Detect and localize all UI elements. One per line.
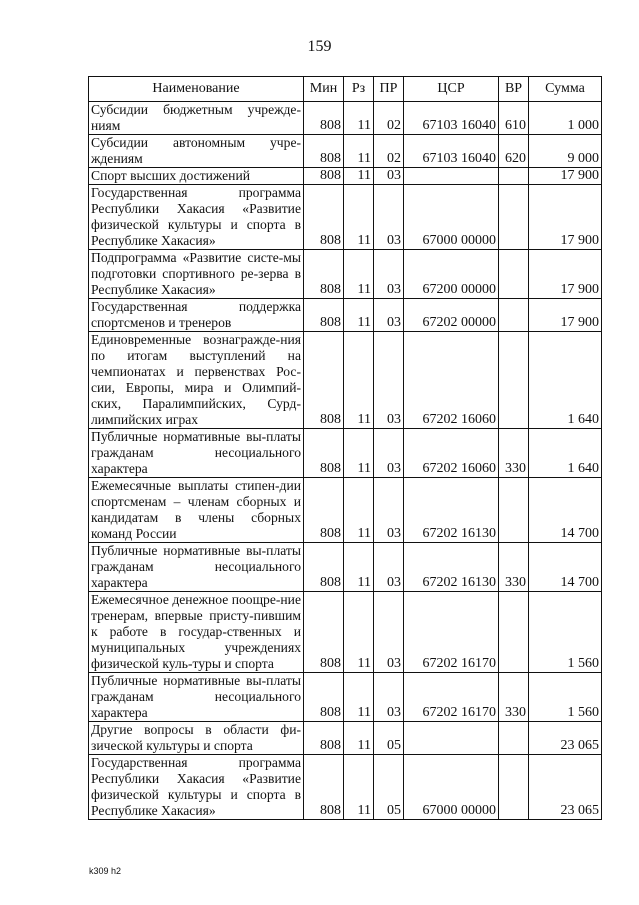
cell-vr: 620 <box>499 135 529 168</box>
cell-sum: 9 000 <box>529 135 602 168</box>
cell-pr: 02 <box>374 102 404 135</box>
cell-pr: 02 <box>374 135 404 168</box>
table-row <box>89 168 602 185</box>
cell-vr <box>499 755 529 820</box>
cell-sum: 14 700 <box>529 543 602 592</box>
cell-rz: 11 <box>344 673 374 722</box>
header-name: Наименование <box>89 77 304 102</box>
header-csr: ЦСР <box>404 77 499 102</box>
cell-min: 808 <box>304 722 344 755</box>
cell-name: Государственная поддержка спортсменов и тренеров <box>89 299 304 332</box>
cell-name: Публичные нормативные вы-платы гражданам несоциального характера <box>89 429 304 478</box>
cell-rz: 11 <box>344 478 374 543</box>
cell-vr: 330 <box>499 673 529 722</box>
cell-name: Спорт высших достижений <box>89 168 304 185</box>
cell-csr: 67200 00000 <box>404 250 499 299</box>
cell-csr: 67202 16130 <box>404 543 499 592</box>
cell-csr <box>404 168 499 185</box>
cell-rz: 11 <box>344 592 374 673</box>
cell-rz: 11 <box>344 543 374 592</box>
cell-name: Государственная программа Республики Хакасия «Развитие физической культуры и спорта в Республике Хакасия» <box>89 185 304 250</box>
cell-vr: 610 <box>499 102 529 135</box>
cell-pr: 03 <box>374 478 404 543</box>
cell-rz: 11 <box>344 755 374 820</box>
cell-vr <box>499 168 529 185</box>
table-row <box>89 102 602 135</box>
table-row <box>89 592 602 673</box>
header-min: Мин <box>304 77 344 102</box>
cell-vr: 330 <box>499 429 529 478</box>
cell-csr: 67202 16060 <box>404 332 499 429</box>
cell-sum: 1 000 <box>529 102 602 135</box>
cell-sum: 1 640 <box>529 332 602 429</box>
footer-code: k309 h2 <box>89 866 122 876</box>
cell-min: 808 <box>304 250 344 299</box>
cell-pr: 03 <box>374 299 404 332</box>
cell-min: 808 <box>304 185 344 250</box>
cell-pr: 03 <box>374 168 404 185</box>
cell-min: 808 <box>304 673 344 722</box>
cell-name: Единовременные вознагражде-ния по итогам выступлений на чемпионатах и первенствах Рос-сии, Европы, мира и Олимпий-ских, Паралимпийских, Сурд-лимпийских играх <box>89 332 304 429</box>
cell-min: 808 <box>304 592 344 673</box>
cell-vr <box>499 478 529 543</box>
cell-rz: 11 <box>344 332 374 429</box>
cell-rz: 11 <box>344 722 374 755</box>
table-row <box>89 185 602 250</box>
cell-min: 808 <box>304 755 344 820</box>
cell-vr <box>499 332 529 429</box>
cell-csr: 67000 00000 <box>404 755 499 820</box>
table-row <box>89 250 602 299</box>
cell-rz: 11 <box>344 299 374 332</box>
cell-csr: 67103 16040 <box>404 102 499 135</box>
cell-name: Ежемесячные выплаты стипен-дии спортсменам – членам сборных и кандидатам в члены сборных команд России <box>89 478 304 543</box>
cell-csr: 67103 16040 <box>404 135 499 168</box>
cell-csr: 67202 00000 <box>404 299 499 332</box>
cell-sum: 23 065 <box>529 755 602 820</box>
cell-sum: 14 700 <box>529 478 602 543</box>
table-header-row <box>89 77 602 102</box>
cell-name: Ежемесячное денежное поощре-ние тренерам, впервые присту-пившим к работе в государ-ственных и муниципальных учреждениях физической куль-туры и спорта <box>89 592 304 673</box>
header-pr: ПР <box>374 77 404 102</box>
cell-pr: 03 <box>374 185 404 250</box>
cell-sum: 1 640 <box>529 429 602 478</box>
header-rz: Рз <box>344 77 374 102</box>
cell-vr <box>499 250 529 299</box>
cell-pr: 03 <box>374 250 404 299</box>
cell-rz: 11 <box>344 185 374 250</box>
cell-csr: 67202 16170 <box>404 673 499 722</box>
cell-min: 808 <box>304 478 344 543</box>
cell-vr <box>499 592 529 673</box>
cell-vr: 330 <box>499 543 529 592</box>
cell-sum: 23 065 <box>529 722 602 755</box>
cell-pr: 03 <box>374 543 404 592</box>
cell-vr <box>499 185 529 250</box>
table-row <box>89 755 602 820</box>
cell-csr <box>404 722 499 755</box>
table-row <box>89 673 602 722</box>
cell-vr <box>499 299 529 332</box>
header-sum: Сумма <box>529 77 602 102</box>
cell-csr: 67000 00000 <box>404 185 499 250</box>
page-number: 159 <box>307 38 332 55</box>
cell-rz: 11 <box>344 250 374 299</box>
table-row <box>89 135 602 168</box>
cell-sum: 17 900 <box>529 185 602 250</box>
cell-rz: 11 <box>344 135 374 168</box>
cell-pr: 05 <box>374 722 404 755</box>
cell-vr <box>499 722 529 755</box>
cell-name: Публичные нормативные вы-платы гражданам несоциального характера <box>89 673 304 722</box>
cell-csr: 67202 16130 <box>404 478 499 543</box>
table-body <box>89 102 602 820</box>
cell-min: 808 <box>304 102 344 135</box>
cell-sum: 17 900 <box>529 299 602 332</box>
cell-rz: 11 <box>344 168 374 185</box>
cell-csr: 67202 16060 <box>404 429 499 478</box>
table-row <box>89 429 602 478</box>
cell-sum: 17 900 <box>529 168 602 185</box>
cell-pr: 05 <box>374 755 404 820</box>
cell-pr: 03 <box>374 673 404 722</box>
cell-min: 808 <box>304 429 344 478</box>
header-vr: ВР <box>499 77 529 102</box>
budget-table <box>88 76 602 820</box>
cell-sum: 17 900 <box>529 250 602 299</box>
cell-pr: 03 <box>374 592 404 673</box>
cell-sum: 1 560 <box>529 673 602 722</box>
cell-name: Государственная программа Республики Хакасия «Развитие физической культуры и спорта в Республике Хакасия» <box>89 755 304 820</box>
cell-min: 808 <box>304 135 344 168</box>
cell-name: Подпрограмма «Развитие систе-мы подготовки спортивного ре-зерва в Республике Хакасия» <box>89 250 304 299</box>
cell-name: Субсидии бюджетным учрежде-ниям <box>89 102 304 135</box>
cell-min: 808 <box>304 299 344 332</box>
cell-rz: 11 <box>344 102 374 135</box>
cell-name: Другие вопросы в области фи-зической культуры и спорта <box>89 722 304 755</box>
cell-min: 808 <box>304 332 344 429</box>
table-row <box>89 299 602 332</box>
cell-name: Публичные нормативные вы-платы гражданам несоциального характера <box>89 543 304 592</box>
table-row <box>89 543 602 592</box>
cell-csr: 67202 16170 <box>404 592 499 673</box>
cell-pr: 03 <box>374 429 404 478</box>
cell-pr: 03 <box>374 332 404 429</box>
cell-min: 808 <box>304 543 344 592</box>
cell-sum: 1 560 <box>529 592 602 673</box>
table-row <box>89 332 602 429</box>
table-row <box>89 722 602 755</box>
cell-name: Субсидии автономным учре-ждениям <box>89 135 304 168</box>
table-row <box>89 478 602 543</box>
cell-rz: 11 <box>344 429 374 478</box>
cell-min: 808 <box>304 168 344 185</box>
